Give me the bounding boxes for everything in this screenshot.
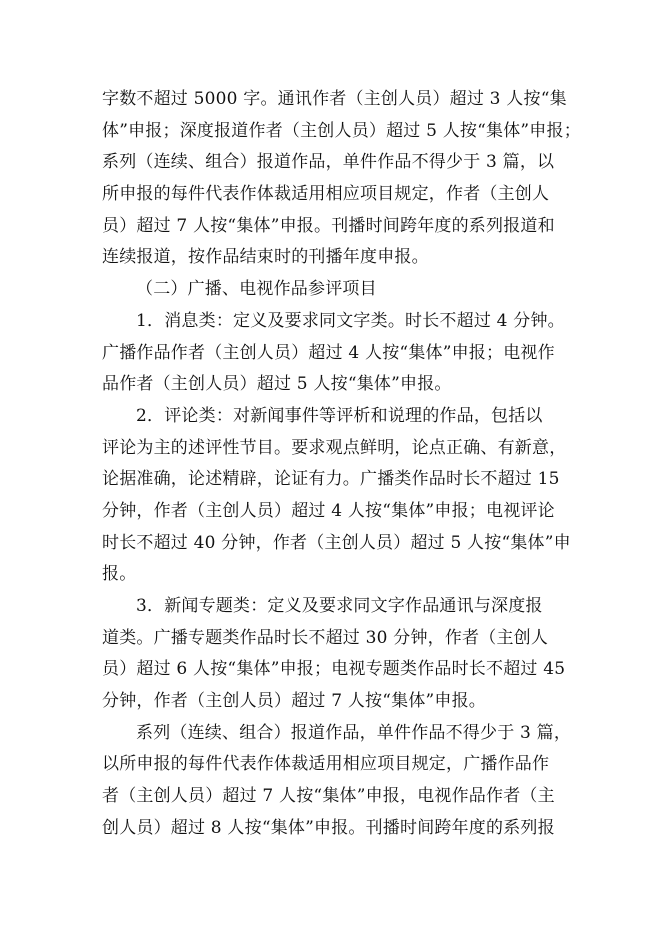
text-line: 员）超过 6 人按“集体”申报；电视专题类作品时长不超过 45: [102, 659, 566, 680]
text-line: 分钟，作者（主创人员）超过 4 人按“集体”申报；电视评论: [102, 500, 555, 521]
text-line: 广播作品作者（主创人员）超过 4 人按“集体”申报；电视作: [102, 342, 555, 363]
text-line: 道类。广播专题类作品时长不超过 30 分钟，作者（主创人: [102, 627, 549, 648]
text-line: 评论为主的述评性节目。要求观点鲜明，论点正确、有新意，: [102, 437, 567, 458]
paragraph-first-line: （二）广播、电视作品参评项目: [136, 279, 377, 300]
paragraph-first-line: 系列（连续、组合）报道作品，单件作品不得少于 3 篇，: [136, 722, 572, 743]
paragraph-first-line: 3．新闻专题类：定义及要求同文字作品通讯与深度报: [136, 596, 543, 616]
text-line: 员）超过 7 人按“集体”申报。刊播时间跨年度的系列报道和: [102, 215, 555, 236]
paragraph-first-line: 1．消息类：定义及要求同文字类。时长不超过 4 分钟。: [136, 310, 565, 331]
text-line: 论据准确，论述精辟，论证有力。广播类作品时长不超过 15: [102, 469, 560, 490]
text-line: 所申报的每件代表作体裁适用相应项目规定，作者（主创人: [102, 184, 550, 205]
text-line: 分钟，作者（主创人员）超过 7 人按“集体”申报。: [102, 691, 487, 712]
text-line: 报。: [102, 564, 137, 585]
text-line: 创人员）超过 8 人按“集体”申报。刊播时间跨年度的系列报: [102, 817, 555, 838]
text-line: 系列（连续、组合）报道作品，单件作品不得少于 3 篇，以: [102, 152, 555, 173]
document-body: [102, 84, 581, 845]
text-line: 者（主创人员）超过 7 人按“集体”申报，电视作品作者（主: [102, 786, 555, 807]
text-line: 连续报道，按作品结束时的刊播年度申报。: [102, 247, 429, 268]
text-line: 时长不超过 40 分钟，作者（主创人员）超过 5 人按“集体”申: [102, 532, 571, 553]
text-line: 字数不超过 5000 字。通讯作者（主创人员）超过 3 人按“集: [102, 89, 567, 109]
text-line: 以所申报的每件代表作体裁适用相应项目规定，广播作品作: [102, 754, 550, 775]
text-line: 品作者（主创人员）超过 5 人按“集体”申报。: [102, 374, 452, 395]
paragraph-first-line: 2．评论类：对新闻事件等评析和说理的作品，包括以: [136, 405, 543, 426]
text-line: 体”申报；深度报道作者（主创人员）超过 5 人按“集体”申报；: [102, 120, 581, 141]
